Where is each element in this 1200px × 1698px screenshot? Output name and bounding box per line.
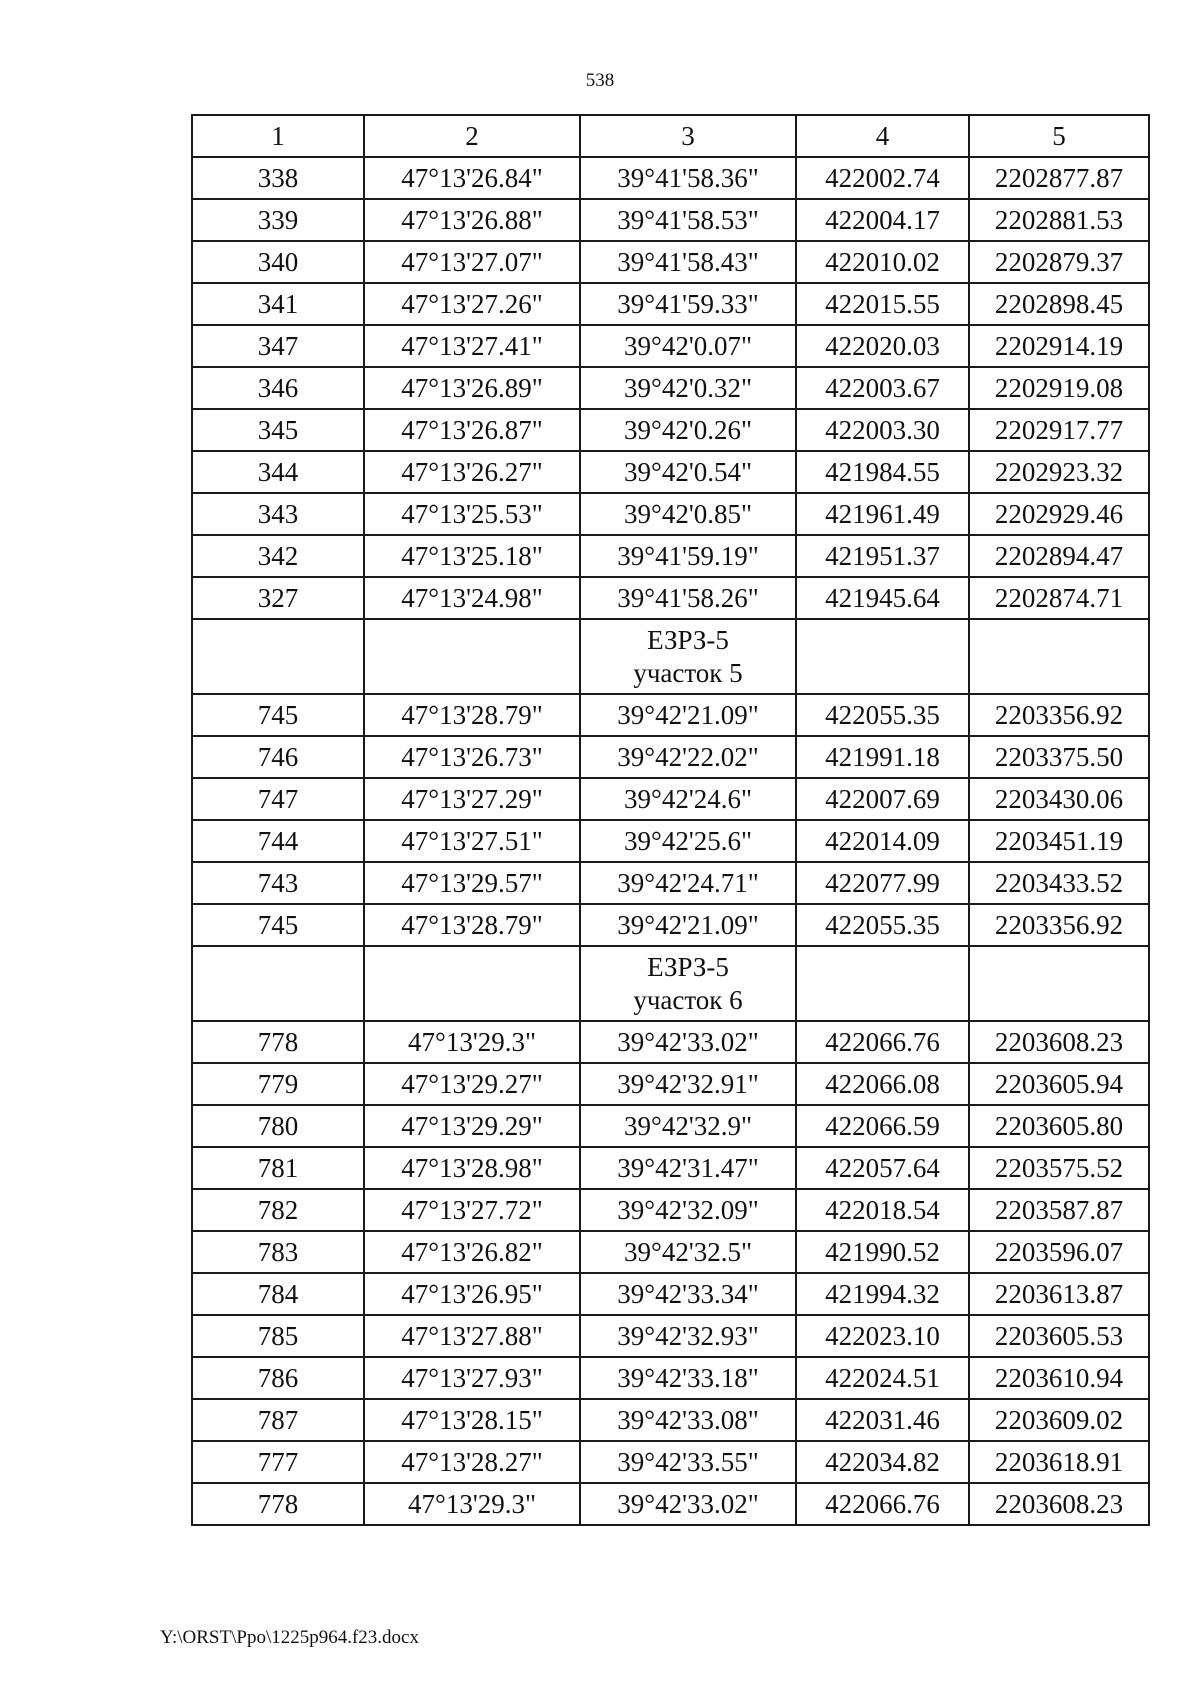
table-row xyxy=(192,904,1149,946)
coord-x-cell: 421945.64 xyxy=(796,577,969,619)
latitude-cell: 47°13'28.15" xyxy=(364,1399,580,1441)
coord-x-cell: 422055.35 xyxy=(796,694,969,736)
longitude-cell: 39°42'25.6" xyxy=(580,820,796,862)
coord-x-cell: 422014.09 xyxy=(796,820,969,862)
coord-x-cell: 422055.35 xyxy=(796,904,969,946)
point-number-cell: 746 xyxy=(192,736,364,778)
longitude-cell: 39°42'0.85" xyxy=(580,493,796,535)
table-row xyxy=(192,1273,1149,1315)
latitude-cell: 47°13'26.88" xyxy=(364,199,580,241)
coord-y-cell: 2203605.94 xyxy=(969,1063,1149,1105)
coord-y-cell: 2202881.53 xyxy=(969,199,1149,241)
point-number-cell: 785 xyxy=(192,1315,364,1357)
coord-x-cell: 421961.49 xyxy=(796,493,969,535)
point-number-cell: 343 xyxy=(192,493,364,535)
point-number-cell: 745 xyxy=(192,694,364,736)
longitude-cell: 39°42'32.91" xyxy=(580,1063,796,1105)
point-number-cell: 777 xyxy=(192,1441,364,1483)
table-row xyxy=(192,1231,1149,1273)
point-number-cell: 745 xyxy=(192,904,364,946)
coord-x-cell: 422015.55 xyxy=(796,283,969,325)
empty-cell xyxy=(192,619,364,694)
longitude-cell: 39°42'0.07" xyxy=(580,325,796,367)
coord-y-cell: 2202917.77 xyxy=(969,409,1149,451)
longitude-cell: 39°42'22.02" xyxy=(580,736,796,778)
longitude-cell: 39°42'32.5" xyxy=(580,1231,796,1273)
coord-y-cell: 2202929.46 xyxy=(969,493,1149,535)
latitude-cell: 47°13'26.89" xyxy=(364,367,580,409)
coord-x-cell: 422010.02 xyxy=(796,241,969,283)
latitude-cell: 47°13'29.3" xyxy=(364,1483,580,1525)
empty-cell xyxy=(969,946,1149,1021)
coord-x-cell: 422023.10 xyxy=(796,1315,969,1357)
table-row xyxy=(192,1399,1149,1441)
section-plot-label: участок 5 xyxy=(633,657,743,688)
coord-x-cell: 422007.69 xyxy=(796,778,969,820)
table-row xyxy=(192,577,1149,619)
point-number-cell: 341 xyxy=(192,283,364,325)
longitude-cell: 39°41'58.36" xyxy=(580,157,796,199)
point-number-cell: 744 xyxy=(192,820,364,862)
coord-x-cell: 421991.18 xyxy=(796,736,969,778)
table-row xyxy=(192,241,1149,283)
longitude-cell: 39°41'58.26" xyxy=(580,577,796,619)
section-row xyxy=(192,619,1149,694)
coord-y-cell: 2202874.71 xyxy=(969,577,1149,619)
empty-cell xyxy=(364,946,580,1021)
coord-y-cell: 2203613.87 xyxy=(969,1273,1149,1315)
column-header: 4 xyxy=(796,115,969,157)
coord-y-cell: 2203356.92 xyxy=(969,694,1149,736)
column-header: 5 xyxy=(969,115,1149,157)
coord-x-cell: 421990.52 xyxy=(796,1231,969,1273)
coord-y-cell: 2203451.19 xyxy=(969,820,1149,862)
latitude-cell: 47°13'29.57" xyxy=(364,862,580,904)
latitude-cell: 47°13'29.29" xyxy=(364,1105,580,1147)
coord-x-cell: 422003.67 xyxy=(796,367,969,409)
coord-y-cell: 2202919.08 xyxy=(969,367,1149,409)
coord-y-cell: 2203605.53 xyxy=(969,1315,1149,1357)
coord-y-cell: 2203608.23 xyxy=(969,1021,1149,1063)
table-row xyxy=(192,1105,1149,1147)
latitude-cell: 47°13'26.27" xyxy=(364,451,580,493)
coord-y-cell: 2203610.94 xyxy=(969,1357,1149,1399)
longitude-cell: 39°42'21.09" xyxy=(580,694,796,736)
coord-y-cell: 2203375.50 xyxy=(969,736,1149,778)
coord-y-cell: 2203356.92 xyxy=(969,904,1149,946)
column-header: 2 xyxy=(364,115,580,157)
point-number-cell: 781 xyxy=(192,1147,364,1189)
footer-file-path: Y:\ORST\Ppo\1225p964.f23.docx xyxy=(160,1627,419,1648)
longitude-cell: 39°42'32.9" xyxy=(580,1105,796,1147)
coord-x-cell: 422003.30 xyxy=(796,409,969,451)
latitude-cell: 47°13'29.27" xyxy=(364,1063,580,1105)
point-number-cell: 786 xyxy=(192,1357,364,1399)
latitude-cell: 47°13'26.73" xyxy=(364,736,580,778)
empty-cell xyxy=(364,619,580,694)
table-row xyxy=(192,199,1149,241)
point-number-cell: 347 xyxy=(192,325,364,367)
table-body xyxy=(192,115,1149,1525)
latitude-cell: 47°13'28.98" xyxy=(364,1147,580,1189)
table-header-row xyxy=(192,115,1149,157)
point-number-cell: 782 xyxy=(192,1189,364,1231)
page-number: 538 xyxy=(585,70,615,91)
table-row xyxy=(192,820,1149,862)
latitude-cell: 47°13'25.53" xyxy=(364,493,580,535)
coord-y-cell: 2203608.23 xyxy=(969,1483,1149,1525)
table-row xyxy=(192,451,1149,493)
point-number-cell: 778 xyxy=(192,1021,364,1063)
table-row xyxy=(192,535,1149,577)
point-number-cell: 779 xyxy=(192,1063,364,1105)
section-title-cell xyxy=(580,619,796,694)
column-header: 1 xyxy=(192,115,364,157)
table-row xyxy=(192,1063,1149,1105)
longitude-cell: 39°42'33.34" xyxy=(580,1273,796,1315)
coord-x-cell: 422018.54 xyxy=(796,1189,969,1231)
coord-x-cell: 422031.46 xyxy=(796,1399,969,1441)
table-row xyxy=(192,1357,1149,1399)
table-row xyxy=(192,409,1149,451)
coord-y-cell: 2203587.87 xyxy=(969,1189,1149,1231)
latitude-cell: 47°13'28.79" xyxy=(364,904,580,946)
latitude-cell: 47°13'24.98" xyxy=(364,577,580,619)
coord-y-cell: 2202923.32 xyxy=(969,451,1149,493)
longitude-cell: 39°42'33.18" xyxy=(580,1357,796,1399)
table-row xyxy=(192,1021,1149,1063)
table-row xyxy=(192,325,1149,367)
point-number-cell: 743 xyxy=(192,862,364,904)
coord-y-cell: 2203605.80 xyxy=(969,1105,1149,1147)
coord-x-cell: 422024.51 xyxy=(796,1357,969,1399)
coordinates-table xyxy=(191,114,1150,1526)
point-number-cell: 783 xyxy=(192,1231,364,1273)
longitude-cell: 39°42'33.02" xyxy=(580,1021,796,1063)
longitude-cell: 39°41'58.43" xyxy=(580,241,796,283)
coord-x-cell: 421951.37 xyxy=(796,535,969,577)
section-zone-label: ЕЗРЗ-5 xyxy=(647,624,729,655)
section-title-cell xyxy=(580,946,796,1021)
point-number-cell: 784 xyxy=(192,1273,364,1315)
coord-x-cell: 422066.76 xyxy=(796,1021,969,1063)
point-number-cell: 340 xyxy=(192,241,364,283)
section-zone-label: ЕЗРЗ-5 xyxy=(647,951,729,982)
empty-cell xyxy=(796,619,969,694)
latitude-cell: 47°13'29.3" xyxy=(364,1021,580,1063)
table-row xyxy=(192,367,1149,409)
coord-y-cell: 2202877.87 xyxy=(969,157,1149,199)
latitude-cell: 47°13'28.27" xyxy=(364,1441,580,1483)
point-number-cell: 339 xyxy=(192,199,364,241)
point-number-cell: 345 xyxy=(192,409,364,451)
latitude-cell: 47°13'27.26" xyxy=(364,283,580,325)
point-number-cell: 787 xyxy=(192,1399,364,1441)
empty-cell xyxy=(192,946,364,1021)
coord-y-cell: 2202898.45 xyxy=(969,283,1149,325)
coord-x-cell: 422020.03 xyxy=(796,325,969,367)
latitude-cell: 47°13'27.93" xyxy=(364,1357,580,1399)
latitude-cell: 47°13'27.41" xyxy=(364,325,580,367)
section-row xyxy=(192,946,1149,1021)
longitude-cell: 39°41'59.33" xyxy=(580,283,796,325)
latitude-cell: 47°13'27.29" xyxy=(364,778,580,820)
longitude-cell: 39°42'32.93" xyxy=(580,1315,796,1357)
table-row xyxy=(192,862,1149,904)
longitude-cell: 39°42'33.02" xyxy=(580,1483,796,1525)
latitude-cell: 47°13'27.88" xyxy=(364,1315,580,1357)
longitude-cell: 39°42'33.55" xyxy=(580,1441,796,1483)
longitude-cell: 39°41'58.53" xyxy=(580,199,796,241)
coord-y-cell: 2203575.52 xyxy=(969,1147,1149,1189)
longitude-cell: 39°42'0.54" xyxy=(580,451,796,493)
point-number-cell: 342 xyxy=(192,535,364,577)
empty-cell xyxy=(796,946,969,1021)
table-row xyxy=(192,493,1149,535)
point-number-cell: 344 xyxy=(192,451,364,493)
coord-x-cell: 421994.32 xyxy=(796,1273,969,1315)
coord-y-cell: 2203433.52 xyxy=(969,862,1149,904)
table-row xyxy=(192,1315,1149,1357)
section-plot-label: участок 6 xyxy=(633,984,743,1015)
latitude-cell: 47°13'28.79" xyxy=(364,694,580,736)
coord-x-cell: 422066.08 xyxy=(796,1063,969,1105)
latitude-cell: 47°13'26.84" xyxy=(364,157,580,199)
longitude-cell: 39°42'24.71" xyxy=(580,862,796,904)
longitude-cell: 39°42'0.26" xyxy=(580,409,796,451)
coord-x-cell: 422077.99 xyxy=(796,862,969,904)
longitude-cell: 39°41'59.19" xyxy=(580,535,796,577)
point-number-cell: 747 xyxy=(192,778,364,820)
table-row xyxy=(192,1441,1149,1483)
coord-y-cell: 2203596.07 xyxy=(969,1231,1149,1273)
latitude-cell: 47°13'27.07" xyxy=(364,241,580,283)
table-row xyxy=(192,283,1149,325)
point-number-cell: 346 xyxy=(192,367,364,409)
table-row xyxy=(192,1189,1149,1231)
longitude-cell: 39°42'21.09" xyxy=(580,904,796,946)
coord-y-cell: 2202879.37 xyxy=(969,241,1149,283)
longitude-cell: 39°42'32.09" xyxy=(580,1189,796,1231)
column-header: 3 xyxy=(580,115,796,157)
table-row xyxy=(192,736,1149,778)
latitude-cell: 47°13'25.18" xyxy=(364,535,580,577)
coord-y-cell: 2202894.47 xyxy=(969,535,1149,577)
longitude-cell: 39°42'24.6" xyxy=(580,778,796,820)
coord-x-cell: 422002.74 xyxy=(796,157,969,199)
coord-x-cell: 422057.64 xyxy=(796,1147,969,1189)
longitude-cell: 39°42'33.08" xyxy=(580,1399,796,1441)
coord-y-cell: 2203430.06 xyxy=(969,778,1149,820)
point-number-cell: 327 xyxy=(192,577,364,619)
point-number-cell: 338 xyxy=(192,157,364,199)
table-row xyxy=(192,157,1149,199)
coord-x-cell: 422034.82 xyxy=(796,1441,969,1483)
latitude-cell: 47°13'26.95" xyxy=(364,1273,580,1315)
coord-x-cell: 422066.76 xyxy=(796,1483,969,1525)
point-number-cell: 780 xyxy=(192,1105,364,1147)
latitude-cell: 47°13'27.72" xyxy=(364,1189,580,1231)
latitude-cell: 47°13'26.82" xyxy=(364,1231,580,1273)
coord-x-cell: 422004.17 xyxy=(796,199,969,241)
coord-y-cell: 2203618.91 xyxy=(969,1441,1149,1483)
empty-cell xyxy=(969,619,1149,694)
latitude-cell: 47°13'27.51" xyxy=(364,820,580,862)
coord-x-cell: 421984.55 xyxy=(796,451,969,493)
longitude-cell: 39°42'0.32" xyxy=(580,367,796,409)
coord-y-cell: 2202914.19 xyxy=(969,325,1149,367)
longitude-cell: 39°42'31.47" xyxy=(580,1147,796,1189)
coord-x-cell: 422066.59 xyxy=(796,1105,969,1147)
table-row xyxy=(192,694,1149,736)
table-row xyxy=(192,1147,1149,1189)
point-number-cell: 778 xyxy=(192,1483,364,1525)
table-row xyxy=(192,778,1149,820)
coord-y-cell: 2203609.02 xyxy=(969,1399,1149,1441)
table-row xyxy=(192,1483,1149,1525)
latitude-cell: 47°13'26.87" xyxy=(364,409,580,451)
